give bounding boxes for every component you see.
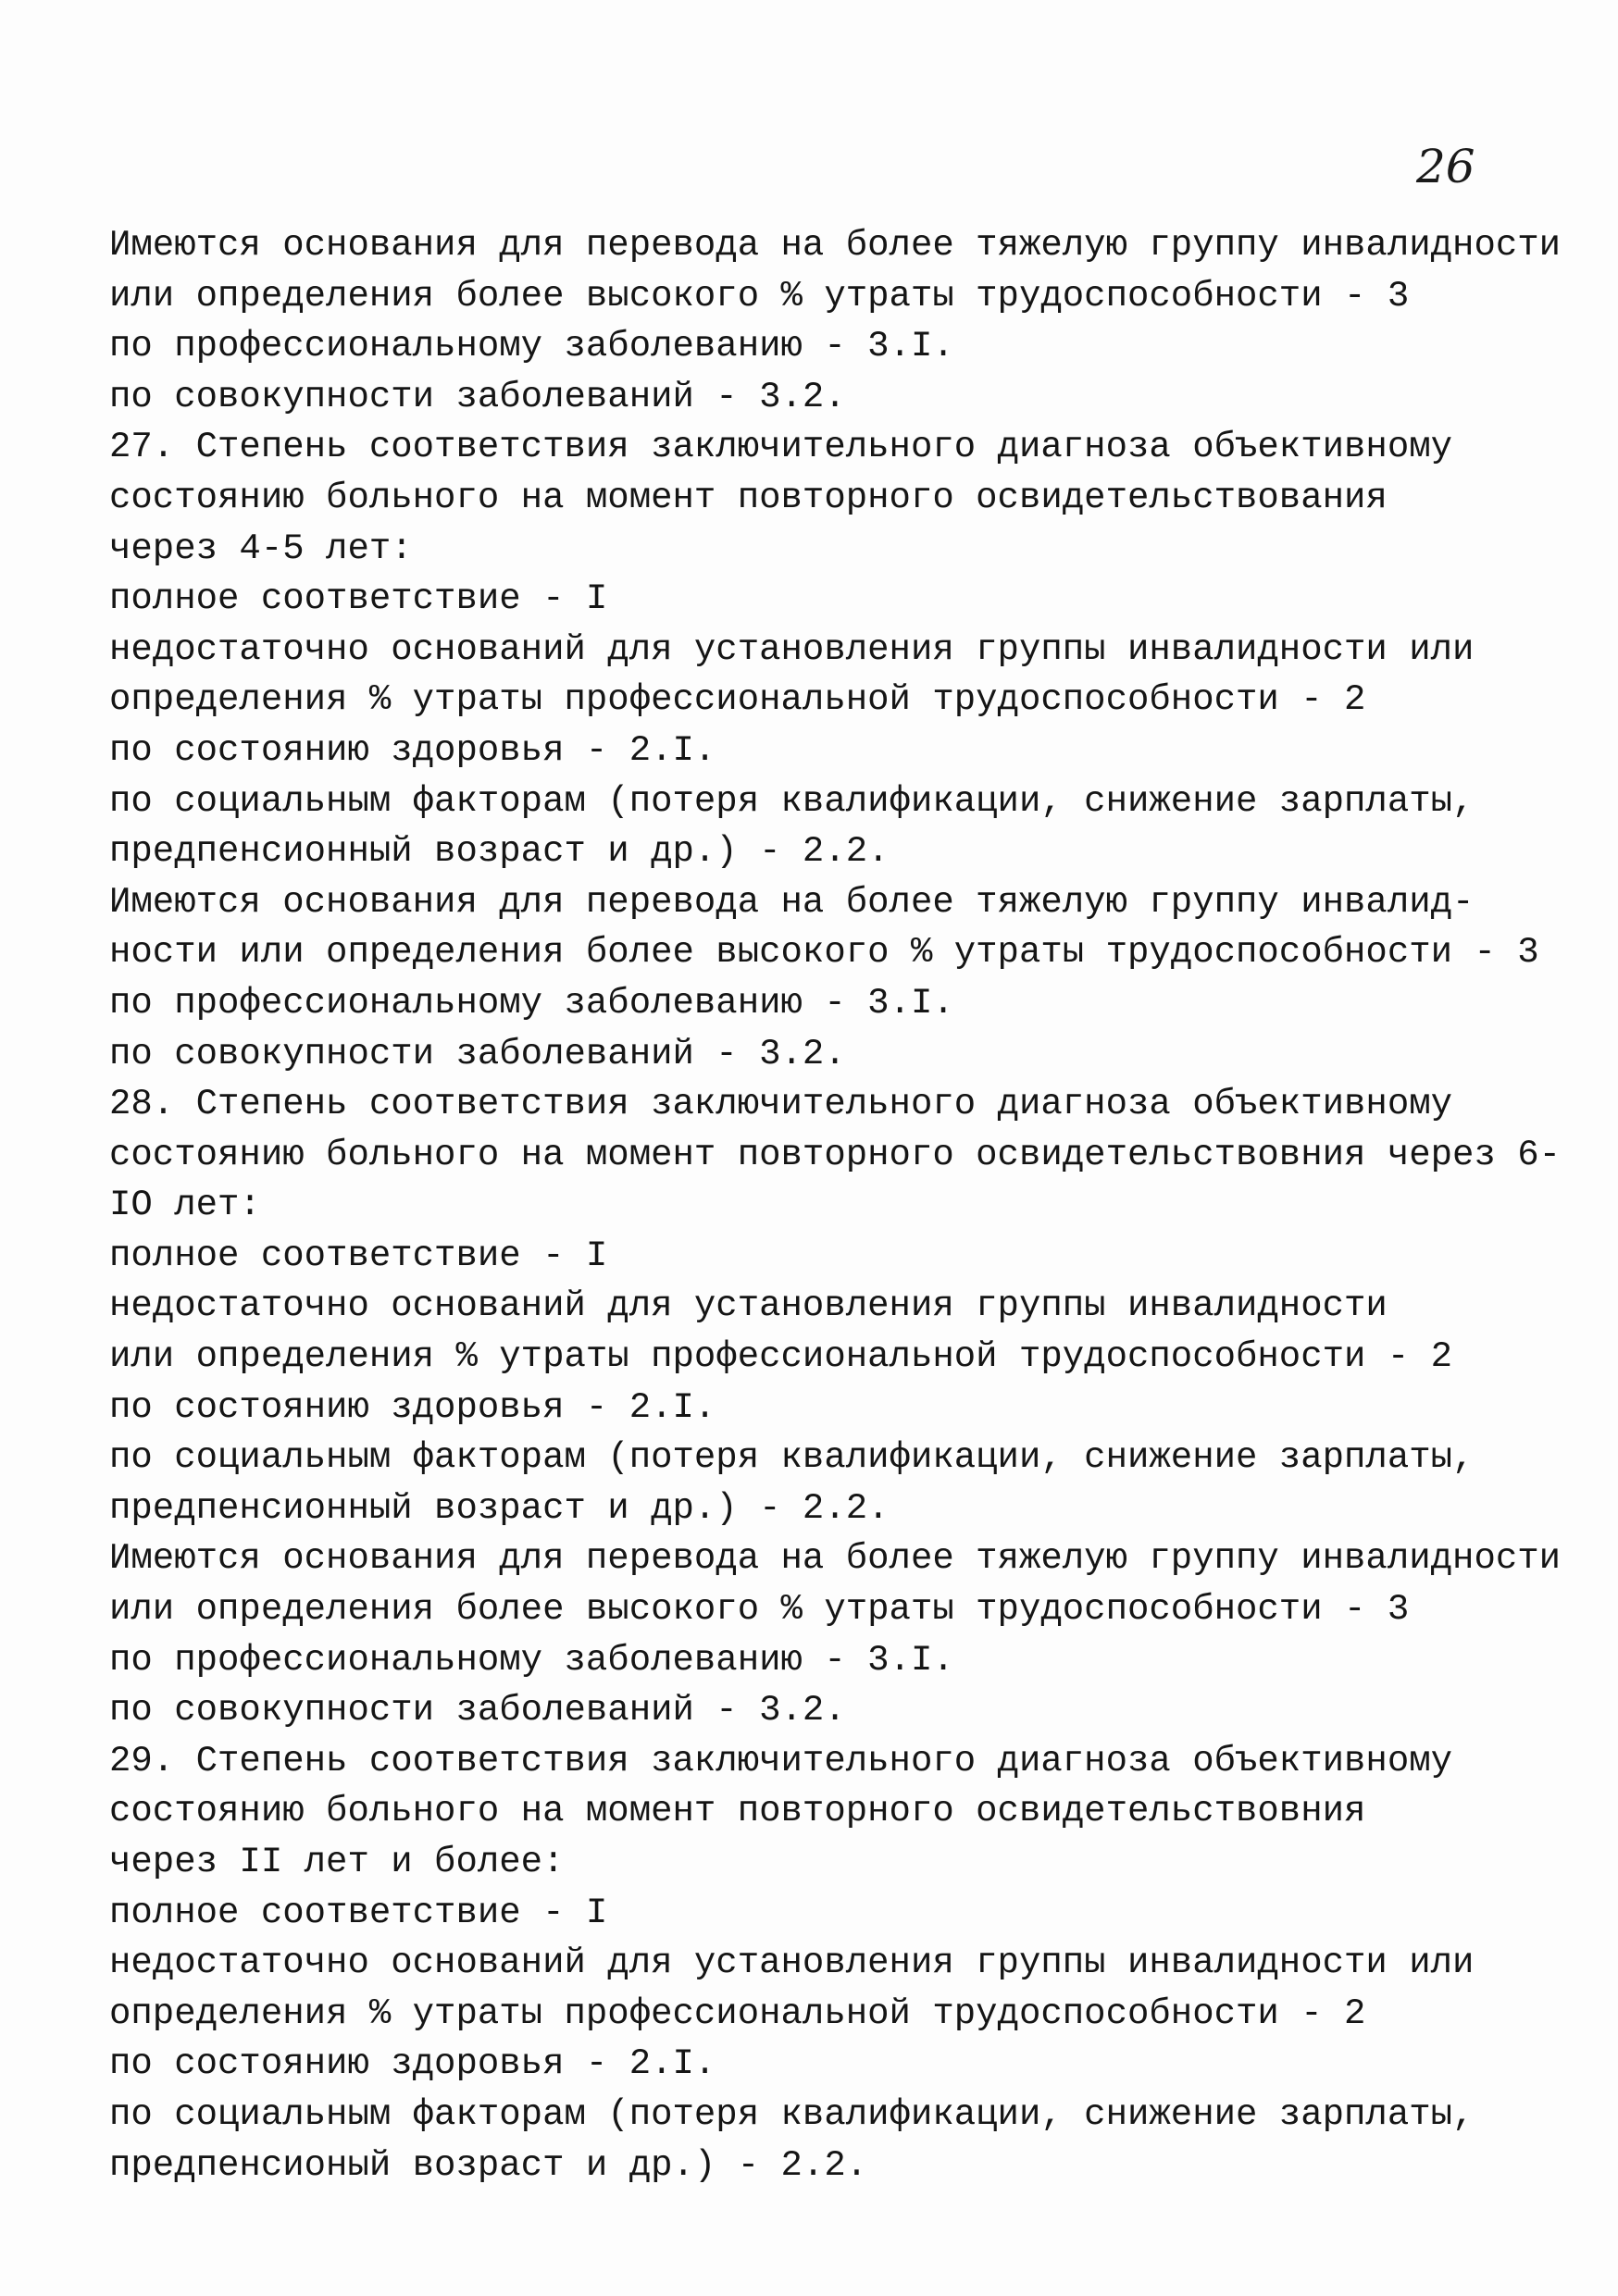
text-line: через 4-5 лет: [109,527,413,569]
text-line: или определения более высокого % утраты трудоспособности - 3 [109,1589,1410,1631]
section-29-heading: 29. Степень соответствия заключительного диагноза объективному [109,1740,1453,1781]
text-line: недостаточно оснований для установления группы инвалидности или [109,1942,1475,1984]
text-line: предпенсионый возраст и др.) - 2.2. [109,2144,868,2186]
text-line: по состоянию здоровья - 2.I. [109,2043,716,2085]
text-line: предпенсионный возраст и др.) - 2.2. [109,1487,890,1529]
text-line: определения % утраты профессиональной трудоспособности - 2 [109,679,1366,721]
text-line: состоянию больного на момент повторного освидетельствования [109,477,1388,518]
text-line: ности или определения более высокого % утраты трудоспособности - 3 [109,932,1539,974]
section-28-heading: 28. Степень соответствия заключительного диагноза объективному [109,1084,1453,1125]
text-line: по совокупности заболеваний - 3.2. [109,1690,846,1731]
text-line: полное соответствие - I [109,1235,608,1276]
section-27-heading: 27. Степень соответствия заключительного диагноза объективному [109,427,1453,468]
text-line: IO лет: [109,1185,261,1226]
text-line: недостаточно оснований для установления группы инвалидности или [109,628,1475,670]
text-line: Имеются основания для перевода на более тяжелую группу инвалид- [109,881,1475,923]
text-line: состоянию больного на момент повторного освидетельствовния через 6- [109,1134,1562,1175]
text-line: полное соответствие - I [109,578,608,620]
text-line: состоянию больного на момент повторного освидетельствовния [109,1791,1366,1832]
document-body [109,220,1590,2191]
text-line: по состоянию здоровья - 2.I. [109,1386,716,1428]
text-line: по профессиональному заболеванию - 3.I. [109,982,954,1024]
text-line: недостаточно оснований для установления группы инвалидности [109,1285,1388,1327]
text-line: по социальным факторам (потеря квалификации, снижение зарплаты, [109,1437,1475,1479]
text-line: предпенсионный возраст и др.) - 2.2. [109,831,890,873]
text-line: по социальным факторам (потеря квалификации, снижение зарплаты, [109,780,1475,822]
text-line: или определения % утраты профессиональной трудоспособности - 2 [109,1336,1453,1378]
text-line: по совокупности заболеваний - 3.2. [109,1033,846,1074]
text-line: по профессиональному заболеванию - 3.I. [109,326,954,367]
text-line: по социальным факторам (потеря квалификации, снижение зарплаты, [109,2093,1475,2135]
text-line: по профессиональному заболеванию - 3.I. [109,1639,954,1681]
text-line: по совокупности заболеваний - 3.2. [109,376,846,417]
text-line: Имеются основания для перевода на более тяжелую группу инвалидности [109,1538,1562,1580]
text-line: через II лет и более: [109,1842,565,1882]
text-line: полное соответствие - I [109,1892,608,1933]
page-number: 26 [1416,140,1475,193]
text-line: определения % утраты профессиональной трудоспособности - 2 [109,1992,1366,2034]
text-line: или определения более высокого % утраты трудоспособности - 3 [109,275,1410,316]
text-line: по состоянию здоровья - 2.I. [109,729,716,771]
text-line: Имеются основания для перевода на более тяжелую группу инвалидности [109,225,1562,266]
